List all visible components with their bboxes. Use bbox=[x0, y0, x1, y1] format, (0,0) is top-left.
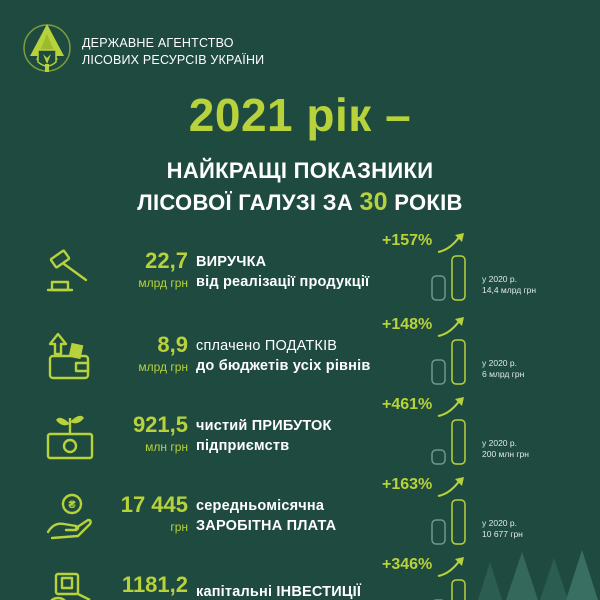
taxes-compare-line2: 6 млрд грн bbox=[482, 369, 525, 379]
svg-text:₴: ₴ bbox=[68, 499, 76, 511]
profit-label-line1: чистий ПРИБУТОК bbox=[196, 418, 332, 434]
subtitle-years-number: 30 bbox=[359, 188, 388, 216]
investments-change: +346% bbox=[382, 556, 433, 573]
revenue-compare-line2: 14,4 млрд грн bbox=[482, 285, 537, 295]
profit-compare-line1: у 2020 р. bbox=[482, 438, 517, 448]
taxes-change: +148% bbox=[382, 316, 433, 333]
salary-label-line2: ЗАРОБІТНА ПЛАТА bbox=[196, 518, 337, 534]
agency-name-line2: ЛІСОВИХ РЕСУРСІВ УКРАЇНИ bbox=[82, 53, 265, 67]
subtitle-line2 bbox=[0, 188, 600, 217]
revenue-compare bbox=[482, 274, 536, 296]
hand-coin-icon bbox=[42, 490, 98, 542]
growth-arrow-icon bbox=[436, 556, 466, 578]
subtitle-line2-post: РОКІВ bbox=[394, 190, 463, 215]
revenue-unit: млрд грн bbox=[138, 276, 188, 290]
profit-label bbox=[196, 416, 332, 456]
agency-name bbox=[82, 35, 264, 69]
subtitle-line2-pre: ЛІСОВОЇ ГАЛУЗІ ЗА bbox=[137, 190, 354, 215]
forest-trees-decoration bbox=[470, 548, 600, 600]
salary-value: 17 445 bbox=[120, 492, 188, 517]
agency-logo-icon bbox=[22, 20, 72, 76]
salary-compare-line1: у 2020 р. bbox=[482, 518, 517, 528]
comparison-bars bbox=[430, 416, 470, 466]
growth-arrow-icon bbox=[436, 396, 466, 418]
revenue-label-line2: від реалізації продукції bbox=[196, 274, 370, 290]
investments-value: 1181,2 bbox=[121, 572, 188, 597]
indicator-taxes bbox=[0, 316, 600, 402]
taxes-value: 8,9 bbox=[157, 332, 188, 357]
wallet-up-arrow-icon bbox=[42, 330, 98, 382]
profit-value: 921,5 bbox=[132, 412, 188, 437]
investments-label-line1: капітальні ІНВЕСТИЦІЇ bbox=[196, 584, 362, 600]
year-title: 2021 рік – bbox=[188, 89, 412, 141]
comparison-bars bbox=[430, 252, 470, 302]
revenue-compare-line1: у 2020 р. bbox=[482, 274, 517, 284]
taxes-label-line1: сплачено ПОДАТКІВ bbox=[196, 338, 338, 354]
revenue-value: 22,7 bbox=[145, 248, 188, 273]
taxes-label-line2: до бюджетів усіх рівнів bbox=[196, 358, 371, 374]
revenue-change: +157% bbox=[382, 232, 433, 249]
revenue-label bbox=[196, 252, 369, 292]
salary-compare bbox=[482, 518, 523, 540]
indicator-profit bbox=[0, 396, 600, 482]
growth-arrow-icon bbox=[436, 476, 466, 498]
indicator-revenue bbox=[0, 232, 600, 318]
investments-label bbox=[196, 582, 361, 600]
growth-arrow-icon bbox=[436, 316, 466, 338]
taxes-label bbox=[196, 336, 370, 376]
taxes-unit: млрд грн bbox=[138, 360, 188, 374]
taxes-compare bbox=[482, 358, 524, 380]
profit-unit: млн грн bbox=[145, 440, 188, 454]
salary-compare-line2: 10 677 грн bbox=[482, 529, 523, 539]
salary-label-line1: середньомісячна bbox=[196, 498, 325, 514]
gavel-icon bbox=[42, 246, 98, 298]
tractor-icon bbox=[42, 570, 98, 600]
taxes-compare-line1: у 2020 р. bbox=[482, 358, 517, 368]
comparison-bars bbox=[430, 576, 470, 600]
revenue-label-line1: ВИРУЧКА bbox=[196, 254, 267, 270]
salary-unit: грн bbox=[170, 520, 188, 534]
salary-label bbox=[196, 496, 336, 536]
profit-change: +461% bbox=[382, 396, 433, 413]
growth-arrow-icon bbox=[436, 232, 466, 254]
profit-compare-line2: 200 млн грн bbox=[482, 449, 529, 459]
profit-label-line2: підприємств bbox=[196, 438, 290, 454]
profit-compare bbox=[482, 438, 529, 460]
salary-change: +163% bbox=[382, 476, 433, 493]
agency-name-line1: ДЕРЖАВНЕ АГЕНТСТВО bbox=[82, 36, 234, 50]
comparison-bars bbox=[430, 336, 470, 386]
money-sprout-icon bbox=[42, 410, 98, 462]
subtitle-line1: НАЙКРАЩІ ПОКАЗНИКИ bbox=[166, 158, 434, 183]
comparison-bars bbox=[430, 496, 470, 546]
